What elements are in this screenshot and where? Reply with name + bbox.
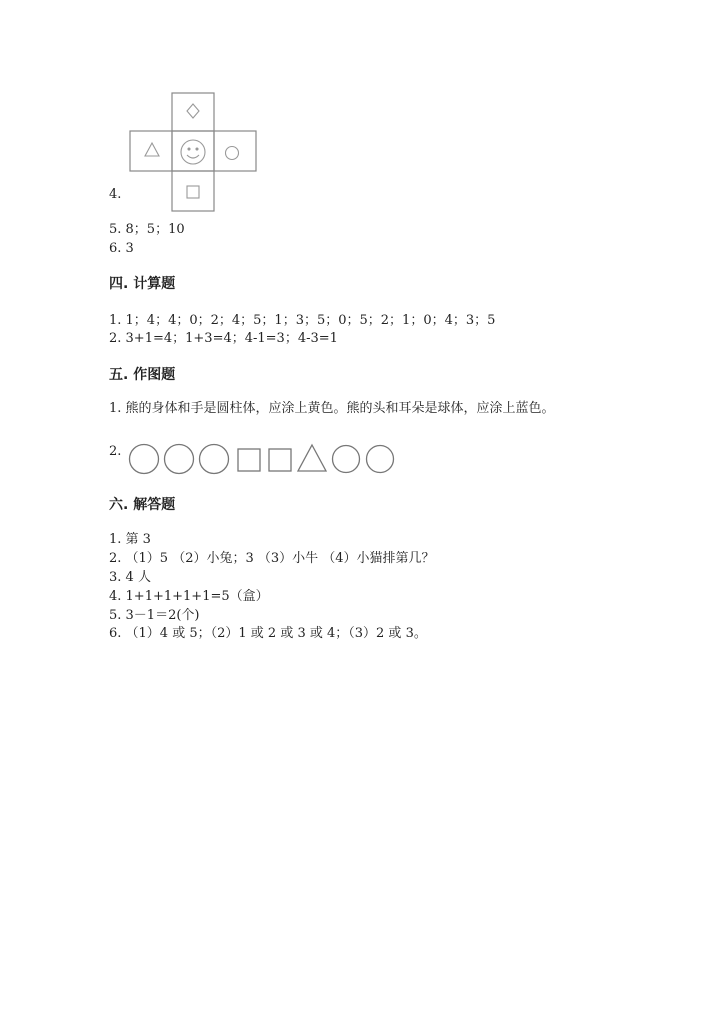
diamond-icon	[187, 104, 199, 118]
circle-icon	[226, 147, 239, 160]
item-5-answer: 5. 8；5；10	[109, 222, 185, 237]
item-4-label: 4.	[109, 187, 122, 202]
cube-net-diagram	[130, 90, 260, 215]
section-6-item-6: 6. （1）4 或 5；（2）1 或 2 或 3 或 4；（3）2 或 3。	[109, 626, 427, 641]
section-6-item-3: 3. 4 人	[109, 570, 151, 585]
cube-net-face-bottom	[172, 171, 214, 211]
smiley-face-icon	[181, 140, 205, 164]
section-4-item-2: 2. 3+1=4；1+3=4；4-1=3；4-3=1	[109, 331, 338, 346]
section-5-heading: 五. 作图题	[109, 367, 176, 383]
section-6-item-2: 2. （1）5 （2）小兔；3 （3）小牛 （4）小猫排第几？	[109, 551, 435, 566]
shape-sequence	[128, 442, 398, 478]
section-4-item-1: 1. 1；4；4；0；2；4；5；1；3；5；0；5；2；1；0；4；3；5	[109, 313, 496, 328]
sequence-circle-5	[367, 446, 394, 473]
section-5-item-2-label: 2.	[109, 444, 122, 459]
section-4-heading: 四. 计算题	[109, 276, 176, 292]
section-6-heading: 六. 解答题	[109, 497, 176, 513]
section-6-item-1: 1. 第 3	[109, 532, 151, 547]
sequence-square-1	[238, 449, 260, 471]
cube-net-face-right	[214, 131, 256, 171]
sequence-circle-4	[333, 446, 360, 473]
square-icon	[187, 186, 199, 198]
sequence-circle-2	[165, 445, 194, 474]
section-5-item-1: 1. 熊的身体和手是圆柱体，应涂上黄色。熊的头和耳朵是球体，应涂上蓝色。	[109, 401, 555, 416]
section-6-item-4: 4. 1+1+1+1+1=5（盒）	[109, 589, 269, 604]
sequence-square-2	[269, 449, 291, 471]
item-6-answer: 6. 3	[109, 241, 134, 256]
section-6-item-5: 5. 3－1＝2(个)	[109, 608, 200, 623]
cube-net-face-left	[130, 131, 172, 171]
sequence-circle-3	[200, 445, 229, 474]
triangle-icon	[145, 143, 159, 156]
cube-net-face-center	[172, 131, 214, 171]
sequence-circle-1	[130, 445, 159, 474]
cube-net-face-top	[172, 93, 214, 131]
sequence-triangle	[298, 445, 326, 471]
